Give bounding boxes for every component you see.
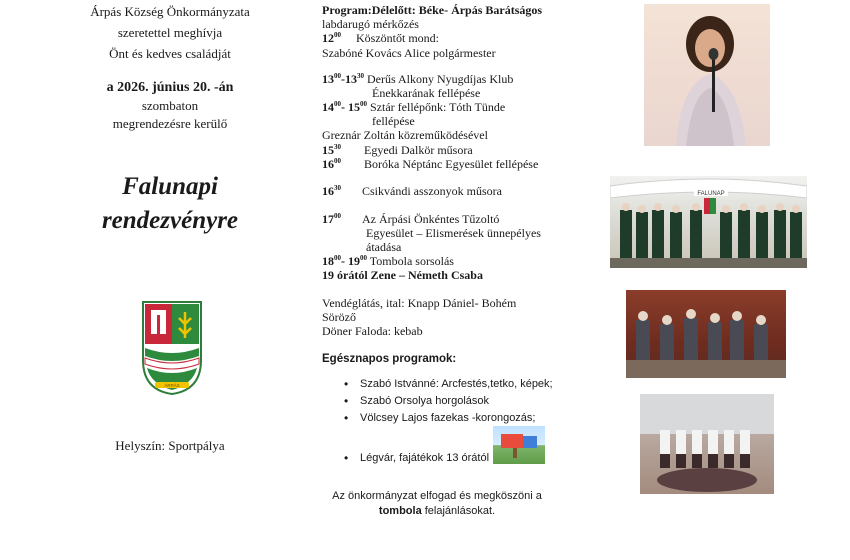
program-item-14: $18^{00}-$ $19^{00}$ Tombola sorsolás: [322, 254, 454, 268]
program-item-13: átadása: [366, 240, 402, 254]
organizer-line: Árpás Község Önkormányzata: [90, 4, 250, 19]
allday-heading: Egésznapos programok:: [322, 353, 457, 365]
program-heading-line2: labdarugó mérkőzés: [322, 17, 419, 31]
thanks-line-1: Az önkormányzat elfogad és megköszöni a: [332, 490, 542, 502]
banner-label: FALUNAP: [697, 191, 725, 197]
invite-family-line: Önt és kedves családját: [109, 46, 231, 61]
invitation-intro: [60, 0, 280, 132]
program-heading-rest: Délelőtt: Béke- Árpás Barátságos: [371, 3, 543, 17]
program-item-4: Énekkarának fellépése: [372, 86, 481, 100]
village-crest-logo: [141, 300, 203, 396]
program-item-6: fellépése: [372, 114, 415, 128]
singer-photo: [644, 4, 770, 146]
event-organized-line: megrendezésre kerülő: [112, 116, 228, 131]
bouncy-castle-photo: [493, 426, 545, 464]
program-item-12: Egyesület – Elismerések ünnepélyes: [366, 226, 541, 240]
program-item-10: $16^{30}$ Csikvándi asszonyok műsora: [322, 184, 502, 198]
event-title: [20, 170, 320, 238]
program-item-5: $14^{00}-$ $15^{00}$ Sztár fellépőnk: Tóth Tünde: [322, 100, 506, 114]
thanks-note: [320, 489, 554, 519]
crest-label: ÁRPÁS: [164, 383, 180, 388]
program-heading-label: Program:: [322, 3, 372, 17]
title-line-1: Falunapi: [122, 173, 218, 200]
program-item-1: $12^{00}$ Köszöntőt mond:: [322, 31, 439, 45]
choir-photo: [610, 176, 807, 268]
program-item-9: $16^{00}$ Boróka Néptánc Egyesület fellépése: [322, 157, 539, 171]
program-item-15: 19 órától Zene – Németh Csaba: [322, 268, 483, 282]
catering-line-3: Döner Faloda: kebab: [322, 324, 423, 338]
list-item: • Légvár, fajátékok 13 órától: [340, 450, 553, 467]
title-line-2: rendezvényre: [101, 207, 239, 234]
thanks-line-2: tombola felajánlásokat.: [378, 505, 496, 517]
program-item-2: Szabóné Kovács Alice polgármester: [322, 46, 496, 60]
catering-line-1: Vendéglátás, ital: Knapp Dániel- Bohém: [322, 296, 517, 310]
venue: Helyszín: Sportpálya: [115, 438, 225, 453]
dance-group-photo: [626, 290, 786, 378]
invite-line: szeretettel meghívja: [117, 25, 223, 40]
program-item-11: $17^{00}$ Az Árpási Önkéntes Tűzoltó: [322, 212, 500, 226]
catering-line-2: Söröző: [322, 310, 356, 324]
program-heading: [322, 3, 542, 18]
list-item: • Szabó Istvánné: Arcfestés,tetko, képek;: [340, 376, 553, 393]
event-date: a 2026. június 20. -án: [106, 80, 234, 95]
folk-dancers-photo: [640, 394, 774, 494]
program-item-7: Greznár Zoltán közreműködésével: [322, 128, 488, 142]
list-item: • Szabó Orsolya horgolások: [340, 393, 553, 410]
event-day: szombaton: [141, 98, 199, 113]
list-item: • Völcsey Lajos fazekas -korongozás;: [340, 410, 553, 427]
program-item-8: $15^{30}$ Egyedi Dalkör műsora: [322, 143, 473, 157]
program-item-3: $13^{00}-13^{30}$ Derűs Alkony Nyugdíjas Klub: [322, 72, 514, 86]
